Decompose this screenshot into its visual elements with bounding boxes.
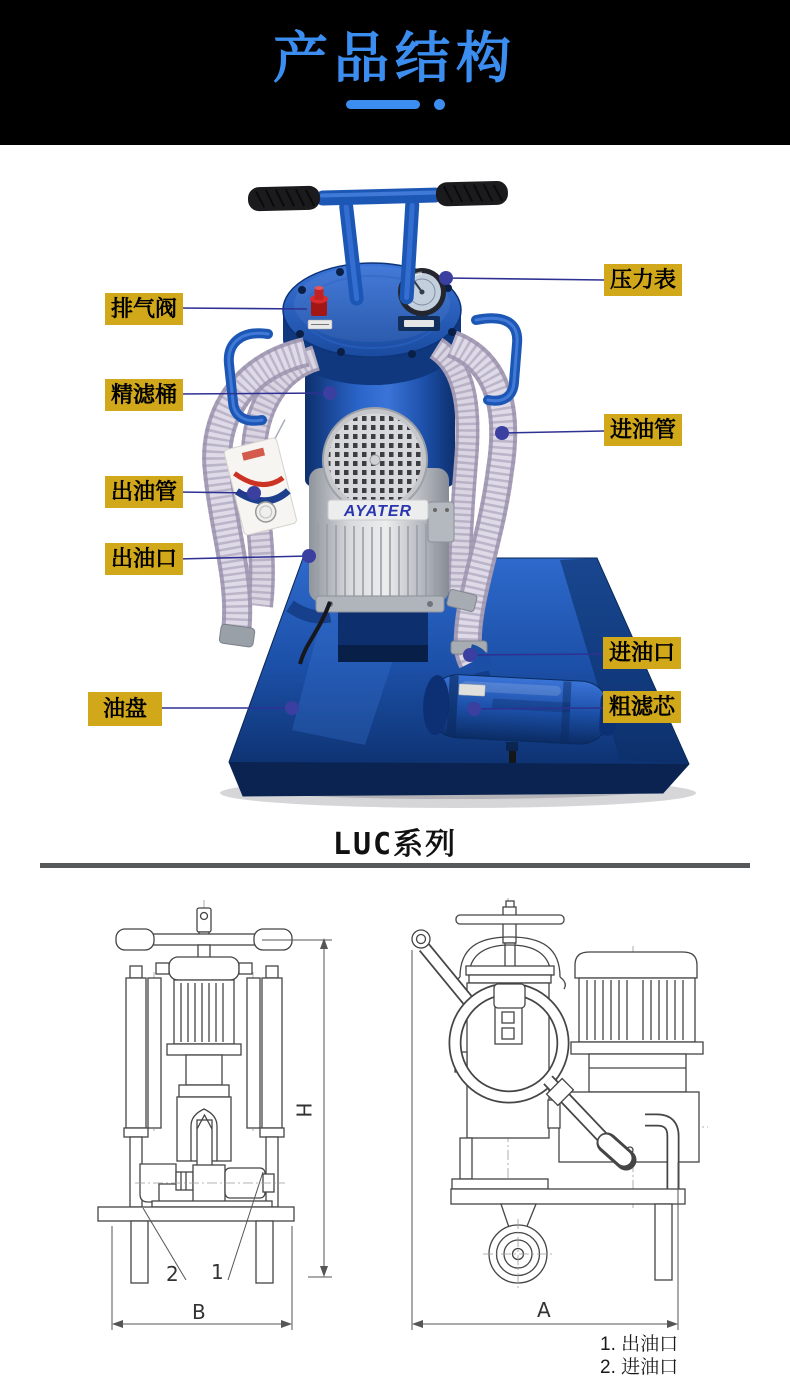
pedestal-foot [338,645,428,662]
brand-text: AYATER [343,503,413,520]
series-caption: LUC系列 [332,827,458,862]
callout-number-1: 1 [211,1260,224,1284]
label-exhaust-valve: 排气阀 [105,293,183,325]
product-photo-section [0,145,790,810]
dim-height: H [291,1102,316,1118]
label-oil-inlet: 进油口 [603,637,681,669]
label-oil-outlet-pipe: 出油管 [105,476,183,508]
label-oil-outlet: 出油口 [105,543,183,575]
label-oil-pan: 油盘 [88,692,162,726]
label-pressure-gauge: 压力表 [604,264,682,296]
technical-drawings-section [0,868,790,1385]
legend-item-outlet: 1. 出油口 [600,1334,679,1355]
label-coarse-filter-element: 粗滤芯 [603,691,681,723]
legend-item-inlet: 2. 进油口 [600,1357,679,1378]
dimension-drawings [0,868,790,1385]
title-underline [0,99,790,110]
dim-width-a: A [537,1298,551,1322]
underline-dot-icon [434,99,445,110]
side-view-drawing [412,898,708,1330]
dim-width-b: B [192,1300,206,1324]
parts-legend [600,1333,678,1379]
underline-bar-icon [346,100,420,109]
page-title: 产品结构 [272,27,517,89]
label-fine-filter-barrel: 精滤桶 [105,379,183,411]
page-header [0,0,790,145]
label-oil-inlet-pipe: 进油管 [604,414,682,446]
callout-number-2: 2 [166,1262,179,1286]
